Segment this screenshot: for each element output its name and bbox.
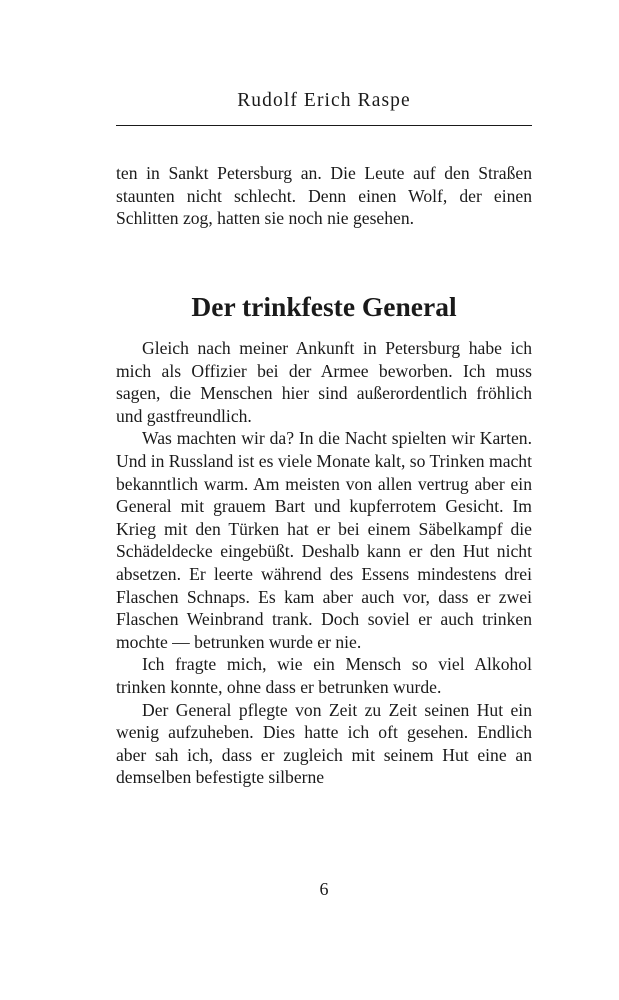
- chapter-title: Der trinkfeste General: [191, 291, 457, 322]
- continuation-paragraph: ten in Sankt Petersburg an. Die Leute auf den Straßen staunten nicht schlecht. Denn einen Wolf, der einen Schlitten zog, hatten sie noch nie gesehen.: [116, 163, 532, 229]
- running-head-author: Rudolf Erich Raspe: [237, 90, 411, 111]
- continuation-text-block: [116, 162, 532, 230]
- header-rule: [116, 125, 532, 126]
- paragraph-2: Was machten wir da? In die Nacht spielten wir Karten. Und in Russland ist es viele Monate kalt, so Trinken macht bekanntlich warm. Am meisten von allen vertrug aber ein General mit grauem Bart und kupferrotem Gesicht. Im Krieg mit den Türken hat er bei einem Säbelkampf die Schädeldecke eingebüßt. Deshalb kann er den Hut nicht absetzen. Er leerte während des Essens mindestens drei Flaschen Schnaps. Es kam aber auch vor, dass er zwei Flaschen Weinbrand trank. Doch soviel er auch trinken mochte — betrunken wurde er nie.: [116, 428, 532, 652]
- paragraph-4: Der General pflegte von Zeit zu Zeit seinen Hut ein wenig aufzuheben. Dies hatte ich oft gesehen. Endlich aber sah ich, dass er zugleich mit seinem Hut eine an demselben befestigte silberne: [116, 699, 532, 788]
- paragraph-3: Ich fragte mich, wie ein Mensch so viel Alkohol trinken konnte, ohne dass er betrunken wurde.: [116, 654, 532, 697]
- page-number: 6: [319, 879, 329, 899]
- paragraph-1: Gleich nach meiner Ankunft in Petersburg habe ich mich als Offizier bei der Armee beworben. Ich muss sagen, die Menschen hier sind außerordentlich fröhlich und gastfreundlich.: [116, 338, 532, 426]
- chapter-body: [116, 337, 532, 789]
